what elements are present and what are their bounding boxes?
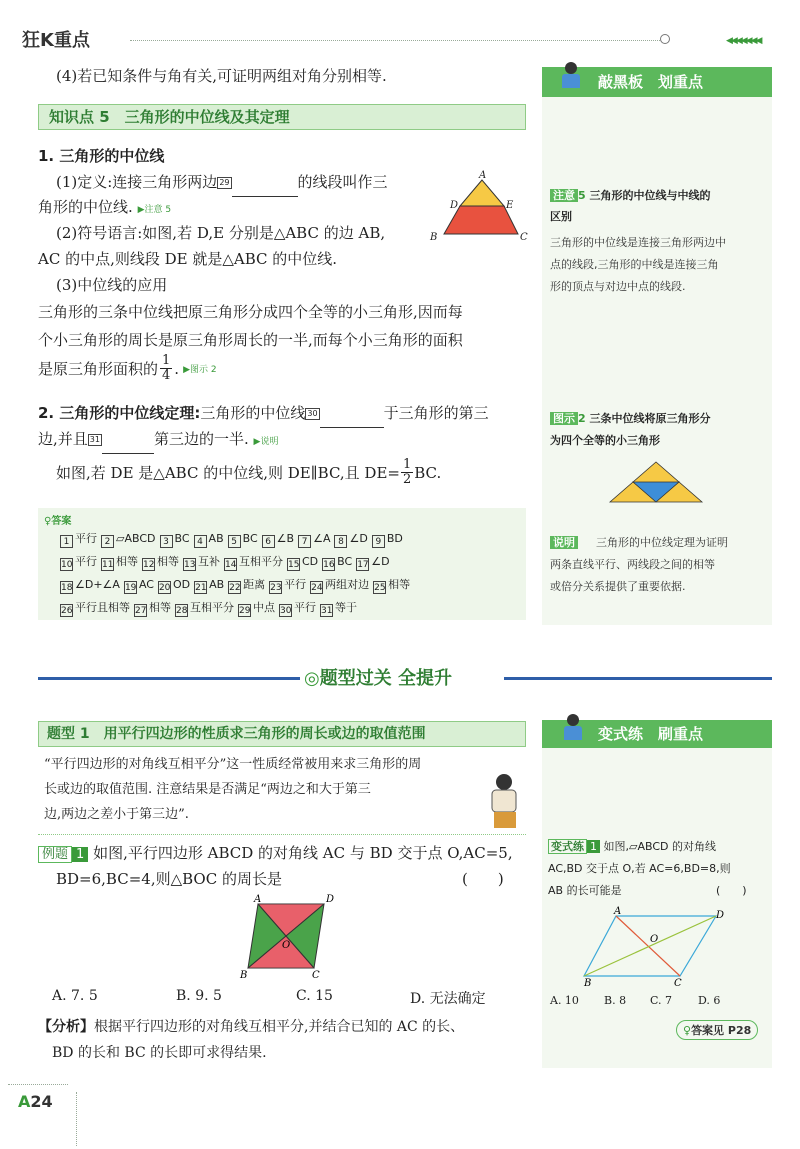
kp5-s2-line1: 2. 三角形的中位线定理:三角形的中位线 30 于三角形的第三	[38, 399, 489, 428]
answer-number: 18	[61, 583, 73, 593]
triangle-upper	[460, 180, 504, 206]
fig2-title-2: 为四个全等的小三角形	[550, 434, 660, 447]
explanation-link[interactable]: ▶说明	[253, 437, 279, 447]
answer-item	[124, 578, 154, 594]
header-rule	[130, 40, 660, 41]
kp5-app-line1: 三角形的三条中位线把原三角形分成四个全等的小三角形,因而每	[38, 303, 463, 321]
example1-line1: 例题 1 如图,平行四边形 ABCD 的对角线 AC 与 BD 交于点 O,AC=5,	[38, 840, 513, 868]
option-b[interactable]: B. 9. 5	[176, 988, 222, 1004]
divider-left	[38, 677, 300, 680]
blank-29	[232, 168, 298, 197]
answer-item	[142, 553, 179, 571]
variant1-answer-paren[interactable]: ( )	[716, 884, 747, 897]
answer-item	[279, 599, 316, 617]
kp5-title: 知识点 5 三角形的中位线及其定理	[38, 104, 526, 130]
fraction-half: $\frac{1}{2}$	[402, 457, 412, 487]
fraction-quarter: 1 4	[162, 353, 171, 383]
text-line: 三角形的中位线定理为证明	[596, 536, 728, 549]
answer-text: 两组对边	[325, 578, 370, 591]
answer-text: 互补	[198, 555, 220, 568]
divider-right	[504, 677, 772, 680]
answer-row	[60, 553, 414, 571]
fig2-title: 图示 2 三条中位线将原三角形分	[550, 410, 711, 426]
answer-item	[134, 599, 171, 617]
answer-text: 相等	[388, 578, 411, 591]
blank-31	[102, 425, 154, 454]
answer-text: ∠D+∠A	[75, 578, 120, 591]
blank-30	[320, 399, 384, 428]
answer-item	[298, 532, 330, 548]
answer-item	[320, 599, 357, 617]
note5-body	[550, 232, 726, 298]
answer-number: 2	[101, 535, 114, 548]
text-line: 点的线段,三角形的中线是连接三角	[550, 258, 719, 271]
answers-list	[60, 530, 414, 622]
header-arrows-icon: ◀◀◀◀◀◀◀	[726, 36, 761, 46]
kp5-s2-example: 如图,若 DE 是△ABC 的中位线,则 DE∥BC,且 DE= $\frac{1}{2}$ BC.	[56, 457, 442, 487]
figure-tag: 图示	[550, 412, 578, 425]
label-B: B	[584, 978, 592, 988]
parallelogram-variant-figure	[580, 906, 730, 988]
variant-option-b[interactable]: B. 8	[604, 994, 627, 1007]
footer-rule	[8, 1084, 68, 1085]
answer-item	[101, 553, 138, 571]
parallelogram-example-figure	[236, 892, 338, 980]
answer-item	[160, 532, 190, 548]
answer-item	[238, 599, 275, 617]
variant-tag: 变式练	[548, 839, 587, 854]
answer-number: 8	[334, 535, 347, 548]
text-line: 形的顶点与对边中点的线段.	[550, 280, 686, 293]
answer-number: 14	[225, 560, 237, 570]
answer-item	[334, 532, 367, 548]
label-D: D	[326, 894, 335, 905]
answer-text: 平行	[75, 555, 97, 568]
answer-item	[310, 576, 369, 594]
option-a[interactable]: A. 7. 5	[52, 988, 98, 1004]
answer-number: 1	[60, 535, 73, 548]
answer-text: ∠B	[276, 532, 295, 545]
label-O: O	[650, 934, 659, 945]
answer-text: BC	[242, 532, 258, 545]
figure2-link[interactable]: ▶图示 2	[183, 365, 217, 375]
blank-number-31: 31	[89, 435, 100, 444]
answer-number: 7	[298, 535, 311, 548]
answer-number: 5	[228, 535, 241, 548]
answer-item	[262, 532, 294, 548]
answer-text: ∠A	[313, 532, 331, 545]
label-C: C	[312, 970, 320, 980]
top-line: (4)若已知条件与角有关,可证明两组对角分别相等.	[56, 67, 387, 85]
kp5-s2-line2: 边,并且 31 第三边的一半. ▶说明	[38, 425, 278, 456]
blank-number-29: 29	[219, 178, 230, 187]
kp5-def-line2: 角形的中位线. ▶注意 5	[38, 198, 172, 216]
label-C: C	[520, 232, 528, 243]
answer-item	[373, 576, 410, 594]
answer-number: 15	[288, 560, 300, 570]
answer-item	[322, 555, 352, 571]
answer-item	[194, 578, 224, 594]
answer-item	[228, 532, 258, 548]
teacher-icon	[560, 62, 582, 92]
answers-label: ♀答案	[44, 516, 72, 527]
page-number: A24	[18, 1092, 53, 1111]
q1-intro	[44, 752, 484, 827]
answer-text: ▱ABCD	[116, 532, 156, 545]
note5-title: 注意 5 三角形的中位线与中线的	[550, 187, 711, 203]
answer-number: 22	[229, 583, 241, 593]
label-A: A	[254, 894, 262, 905]
answer-item	[158, 578, 190, 594]
key-icon: ♀	[683, 1024, 692, 1037]
variant-option-c[interactable]: C. 7	[650, 994, 673, 1007]
answer-text: 互相平分	[190, 601, 234, 614]
answer-item	[175, 599, 234, 617]
answer-number: 3	[160, 535, 173, 548]
label-O: O	[282, 940, 291, 951]
label-B: B	[430, 232, 438, 243]
label-E: E	[506, 200, 514, 211]
triangle-abc-figure	[428, 168, 532, 246]
kp5-app-title: (3)中位线的应用	[56, 276, 168, 294]
example-tag: 例题	[38, 846, 72, 863]
answer-text: 等于	[335, 601, 357, 614]
answer-text: 相等	[157, 555, 179, 568]
kp5-sym-line1: (2)符号语言:如图,若 D,E 分别是△ABC 的边 AB,	[56, 224, 386, 242]
blank-number-30: 30	[307, 409, 318, 418]
answer-text: OD	[172, 578, 191, 591]
answer-number: 28	[176, 606, 188, 616]
answer-number: 21	[195, 583, 207, 593]
answer-item	[372, 532, 403, 548]
sidebar-bottom-banner: 变式练 刷重点	[542, 720, 772, 748]
note-tag: 注意	[550, 189, 578, 202]
note5-link[interactable]: ▶注意 5	[137, 205, 172, 215]
answer-number: 6	[262, 535, 275, 548]
answer-number: 24	[311, 583, 323, 593]
answer-text: 距离	[243, 578, 266, 591]
answer-number: 25	[374, 583, 386, 593]
answer-number: 4	[194, 535, 207, 548]
answer-text: 相等	[116, 555, 138, 568]
kp5-s1-title: 1. 三角形的中位线	[38, 147, 165, 165]
brand-logo: 狂K重点	[22, 30, 90, 51]
four-triangles-figure	[608, 460, 704, 504]
answer-row	[60, 530, 414, 548]
text-line: 或倍分关系提供了重要依据.	[550, 580, 686, 593]
answer-number: 19	[124, 583, 137, 593]
answer-item	[101, 532, 156, 548]
answer-reference-link[interactable]: ♀答案见 P28	[676, 1020, 758, 1040]
header-circle-icon	[660, 34, 670, 44]
answer-item	[183, 553, 220, 571]
kp5-app-line2: 个小三角形的周长是原三角形周长的一半,而每个小三角形的面积	[38, 331, 463, 349]
footer-vline	[76, 1092, 77, 1146]
answer-text: AB	[209, 578, 225, 591]
explanation-tag: 说明	[550, 532, 578, 554]
q1-rule	[38, 834, 526, 835]
answer-item	[60, 530, 97, 548]
section2-title: ◎题型过关 全提升	[304, 668, 452, 689]
answer-text: 中点	[253, 601, 275, 614]
kp5-def-line1: (1)定义:连接三角形两边 29 的线段叫作三	[56, 168, 388, 197]
answer-text: BC	[174, 532, 190, 545]
answer-number: 29	[239, 606, 251, 616]
answer-number: 20	[158, 583, 171, 593]
variant-option-d[interactable]: D. 6	[698, 994, 721, 1007]
answer-item	[228, 576, 265, 594]
variant1-line2: AC,BD 交于点 O,若 AC=6,BD=8,则	[548, 862, 731, 875]
label-B: B	[240, 970, 248, 980]
answer-text: 平行	[75, 532, 97, 545]
label-D: D	[450, 200, 459, 211]
answer-text: 互相平分	[239, 555, 283, 568]
answer-item	[356, 555, 389, 571]
swirl-icon: ◎	[304, 668, 320, 689]
student-icon	[484, 772, 528, 832]
text-line: 边,两边之差小于第三边”.	[44, 807, 189, 822]
variant1-line1: 变式练 1 如图,▱ABCD 的对角线	[548, 836, 716, 858]
kp5-app-line3: 是原三角形面积的 1 4 . ▶图示 2	[38, 353, 217, 383]
text-line: 三角形的中位线是连接三角形两边中	[550, 236, 726, 249]
answer-text: 平行	[294, 601, 316, 614]
answer-item	[287, 555, 318, 571]
answer-number: 12	[143, 560, 155, 570]
label-A: A	[614, 906, 622, 917]
analysis-line1: 【分析】根据平行四边形的对角线互相平分,并结合已知的 AC 的长、	[38, 1019, 465, 1035]
text-line: 长或边的取值范围. 注意结果是否满足“两边之和大于第三	[44, 782, 371, 797]
answer-text: AC	[138, 578, 154, 591]
answer-number: 13	[184, 560, 196, 570]
kp5-sym-line2: AC 的中点,则线段 DE 就是△ABC 的中位线.	[38, 250, 338, 268]
option-d[interactable]: D. 无法确定	[410, 991, 486, 1007]
answer-text: 相等	[149, 601, 171, 614]
answer-text: 平行	[284, 578, 307, 591]
answer-number: 11	[102, 560, 114, 570]
answer-number: 16	[323, 560, 335, 570]
answer-text: CD	[302, 555, 319, 568]
note5-title-2: 区别	[550, 210, 572, 223]
answer-number: 17	[357, 560, 369, 570]
answer-number: 31	[321, 606, 333, 616]
label-C: C	[674, 978, 682, 988]
text-line: 两条直线平行、两线段之间的相等	[550, 558, 715, 571]
answer-number: 27	[135, 606, 147, 616]
answer-item	[60, 578, 120, 594]
explanation-body	[550, 532, 770, 598]
label-D: D	[716, 910, 725, 921]
analysis-line2: BD 的长和 BC 的长即可求得结果.	[52, 1045, 267, 1061]
answer-text: 平行且相等	[75, 601, 130, 614]
label-A: A	[479, 170, 487, 181]
answer-number: 30	[280, 606, 292, 616]
answer-item	[269, 576, 306, 594]
logo-a-icon: A	[18, 1092, 31, 1111]
answer-item	[194, 532, 224, 548]
q1-title: 题型 1 用平行四边形的性质求三角形的周长或边的取值范围	[38, 721, 526, 747]
answer-number: 26	[61, 606, 73, 616]
answer-row	[60, 599, 414, 617]
answer-text: BD	[386, 532, 403, 545]
key-icon: ♀	[44, 516, 52, 527]
answer-number: 10	[61, 560, 73, 570]
sidebar-top-banner: 敲黑板 划重点	[542, 67, 772, 97]
example1-line2: BD=6,BC=4,则△BOC 的周长是	[56, 870, 282, 888]
variant-option-a[interactable]: A. 10	[550, 994, 579, 1007]
answer-item	[60, 599, 130, 617]
student-banner-icon	[562, 714, 584, 744]
answer-number: 9	[372, 535, 385, 548]
answer-text: ∠D	[349, 532, 368, 545]
variant1-line3: AB 的长可能是	[548, 884, 622, 897]
option-c[interactable]: C. 15	[296, 988, 333, 1004]
answer-row	[60, 576, 414, 594]
example1-answer-paren[interactable]: ( )	[462, 870, 504, 888]
text-line: “平行四边形的对角线互相平分”这一性质经常被用来求三角形的周	[44, 757, 422, 772]
answer-number: 23	[270, 583, 282, 593]
answer-item	[60, 553, 97, 571]
answer-text: BC	[337, 555, 353, 568]
answers-box	[38, 508, 526, 620]
answer-item	[224, 553, 283, 571]
answer-text: ∠D	[371, 555, 390, 568]
answer-text: AB	[208, 532, 224, 545]
